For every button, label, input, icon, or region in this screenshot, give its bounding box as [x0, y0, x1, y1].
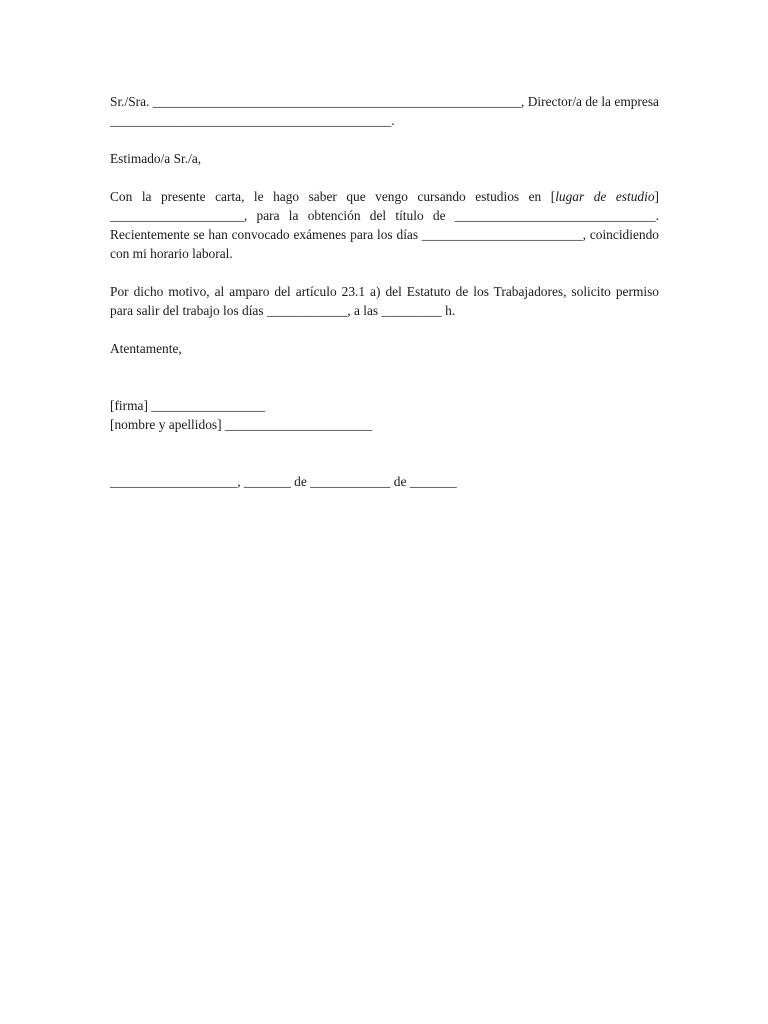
signature-line: [firma] _________________	[110, 398, 266, 413]
signature-block	[110, 396, 659, 434]
date-spacer	[110, 434, 659, 453]
recipient-line: Sr./Sra. _______________________________________________________, Director/a de la	[110, 94, 612, 109]
recipient-block	[110, 92, 659, 130]
paragraph-studies-rest: ] ____________________, para la obtención del título de ______________________________. Recientemente se han convocado exámenes para los días ________________________, coincidiendo con mi horario laboral.	[110, 189, 659, 261]
name-line: [nombre y apellidos] ______________________	[110, 417, 373, 432]
signature-spacer	[110, 377, 659, 396]
paragraph-studies-intro: Con la presente carta, le hago saber que vengo cursando estudios en [	[110, 189, 556, 204]
study-place-placeholder: lugar de estudio	[555, 189, 655, 204]
date-line: ___________________, _______ de ____________ de _______	[110, 474, 457, 489]
company-line: empresa __________________________________________.	[110, 94, 659, 128]
greeting: Estimado/a Sr./a,	[110, 151, 202, 166]
letter-body	[110, 92, 659, 491]
paragraph-request: Por dicho motivo, al amparo del artículo 23.1 a) del Estatuto de los Trabajadores, solicito permiso para salir del trabajo los días ____________, a las _________ h.	[110, 284, 659, 318]
paragraph-studies	[110, 187, 659, 263]
date-spacer-2	[110, 453, 659, 472]
closing: Atentamente,	[110, 341, 182, 356]
